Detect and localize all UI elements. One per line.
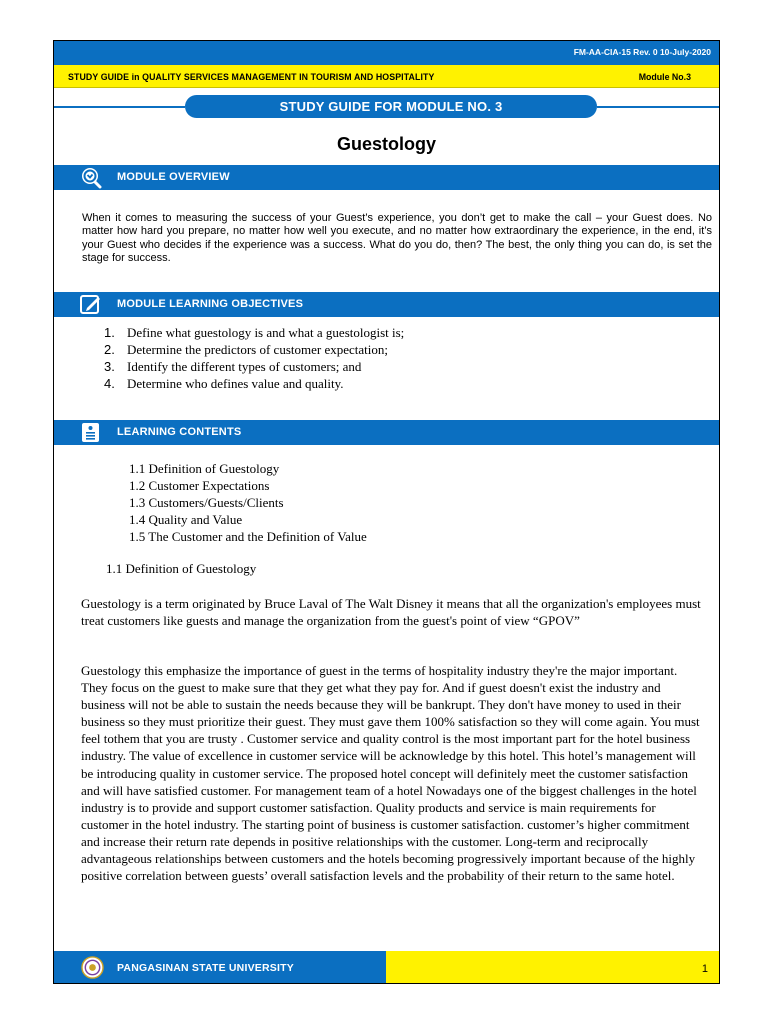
magnifier-icon xyxy=(79,166,103,189)
footer-page-bar xyxy=(386,951,720,984)
contents-item: 1.3 Customers/Guests/Clients xyxy=(129,495,284,510)
contents-list xyxy=(129,460,367,545)
header-yellow-bar xyxy=(54,65,719,88)
objective-item: 3. Identify the different types of customers; and xyxy=(104,359,362,374)
module-overview-header xyxy=(54,165,719,190)
document-reference: FM-AA-CIA-15 Rev. 0 10-July-2020 xyxy=(573,47,711,57)
body-paragraph-1: Guestology is a term originated by Bruce Laval of The Walt Disney it means that all the organization's employees must treat customers like guests and manage the organization from the guest's point of view “GPOV” xyxy=(81,596,701,629)
section-heading: MODULE OVERVIEW xyxy=(117,171,230,183)
body-subheading: 1.1 Definition of Guestology xyxy=(106,561,257,576)
learning-contents-header xyxy=(54,420,719,445)
contents-item: 1.4 Quality and Value xyxy=(129,512,243,527)
contents-item: 1.5 The Customer and the Definition of Value xyxy=(129,529,367,544)
contents-item: 1.1 Definition of Guestology xyxy=(129,461,280,476)
section-heading: LEARNING CONTENTS xyxy=(117,426,242,438)
objective-item: 4. Determine who defines value and quality. xyxy=(104,376,344,391)
study-guide-banner: STUDY GUIDE FOR MODULE NO. 3 xyxy=(185,95,597,118)
header-blue-bar xyxy=(54,41,719,65)
university-name: PANGASINAN STATE UNIVERSITY xyxy=(117,962,294,974)
module-number: Module No.3 xyxy=(638,72,691,82)
page-number: 1 xyxy=(701,963,708,975)
module-overview-text: When it comes to measuring the success of your Guest’s experience, you don’t get to make the call – your Guest does. No matter how hard you prepare, no matter how well you execute, and no matter how extraordinary the experience, in the end, it’s your Guest who decides if the experience was a success. What do you do, then? The best, the only thing you can do, is set the stage for success. xyxy=(82,212,712,265)
objectives-list xyxy=(104,324,404,392)
document-icon xyxy=(79,421,103,444)
section-heading: MODULE LEARNING OBJECTIVES xyxy=(117,298,304,310)
study-guide-page xyxy=(53,40,720,984)
page-title: Guestology xyxy=(336,134,436,154)
university-seal-icon xyxy=(81,956,104,979)
objective-item: 1. Define what guestology is and what a guestologist is; xyxy=(104,325,405,340)
contents-item: 1.2 Customer Expectations xyxy=(129,478,270,493)
body-paragraph-2: Guestology this emphasize the importance of guest in the terms of hospitality industry they're the major important. They focus on the guest to make sure that they get what they pay for. And if guest doesn't exist the industry and business will not be able to sustain the needs because they will be bankrupt. They don't have money to used in their business so they must prioritize their guest. They must gave them 100% satisfaction so they will come again. You must feel tothem that you are trusty . Customer service and quality control is the most important part for the hotel business industry. The value of excellence in customer service will be acknowledge by this hotel. This hotel’s management will be introducing quality in customer service. The proposed hotel concept will definitely meet the customer satisfaction and will have satisfied customer. For management team of a hotel Nowadays one of the biggest challenges in the hotel industry is to provide and support customer satisfaction. Quality products and service is main requirements for customer in the hotel industry. The starting point of business is customer satisfaction. customer’s higher commitment and increase their return rate depends in positive relationships with the customer. Long-term and reciprocally advantageous relationships between customers and the hotels becoming progressively important because of the highly positive correlation between guests’ overall satisfaction levels and the probability of their return to the same hotel. xyxy=(81,663,700,884)
learning-objectives-header xyxy=(54,292,719,317)
objective-item: 2. Determine the predictors of customer expectation; xyxy=(104,342,388,357)
pencil-icon xyxy=(79,293,103,316)
footer-university-bar xyxy=(54,951,386,984)
course-title: STUDY GUIDE in QUALITY SERVICES MANAGEMENT IN TOURISM AND HOSPITALITY xyxy=(68,72,435,82)
